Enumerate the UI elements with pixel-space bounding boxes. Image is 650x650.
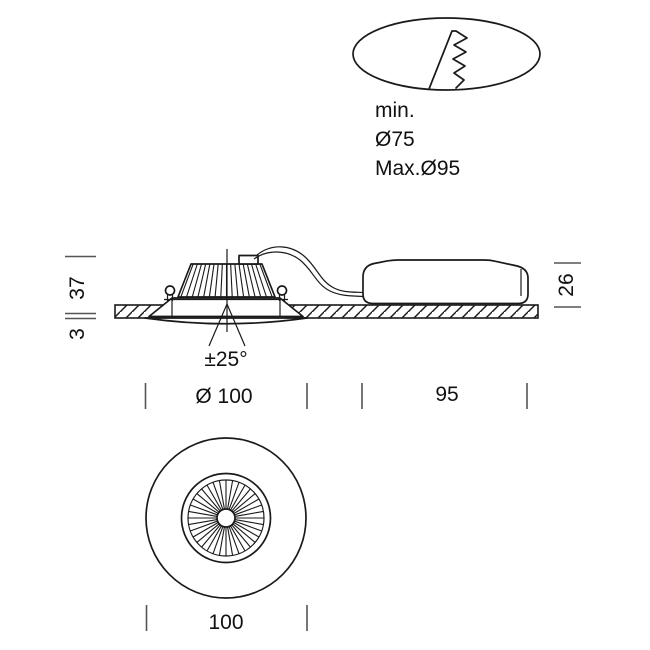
cutout-detail-view — [353, 18, 540, 180]
cutout-min-diameter: Ø75 — [375, 128, 415, 151]
dimension-driver-height — [554, 263, 581, 307]
bottom-front-view — [146, 438, 306, 598]
ceiling-section-right — [286, 305, 538, 318]
front-diameter-value: 100 — [208, 611, 244, 634]
saw-cut-mark — [429, 31, 467, 89]
dimension-widths-row — [146, 383, 528, 409]
terminal-block — [239, 256, 258, 265]
driver-length-value: 95 — [435, 383, 459, 406]
dimension-recess-height — [65, 257, 96, 340]
cutout-min-label: min. — [375, 99, 415, 122]
trim-protrusion-value: 3 — [66, 328, 89, 340]
driver-box — [363, 260, 528, 304]
side-section-view — [115, 247, 538, 371]
trim-ring — [145, 318, 307, 324]
cable-lower — [254, 252, 364, 297]
tilt-angle-label: ±25° — [204, 348, 248, 371]
cable-upper — [257, 247, 364, 293]
led-hub-circle — [217, 509, 235, 527]
cutout-hole-ellipse — [353, 18, 540, 90]
cutout-max-diameter: Max.Ø95 — [375, 157, 461, 180]
dimension-front-diameter — [147, 605, 308, 634]
driver-height-value: 26 — [555, 273, 578, 297]
recess-height-value: 37 — [66, 276, 89, 300]
trim-diameter-value: Ø 100 — [195, 385, 253, 408]
